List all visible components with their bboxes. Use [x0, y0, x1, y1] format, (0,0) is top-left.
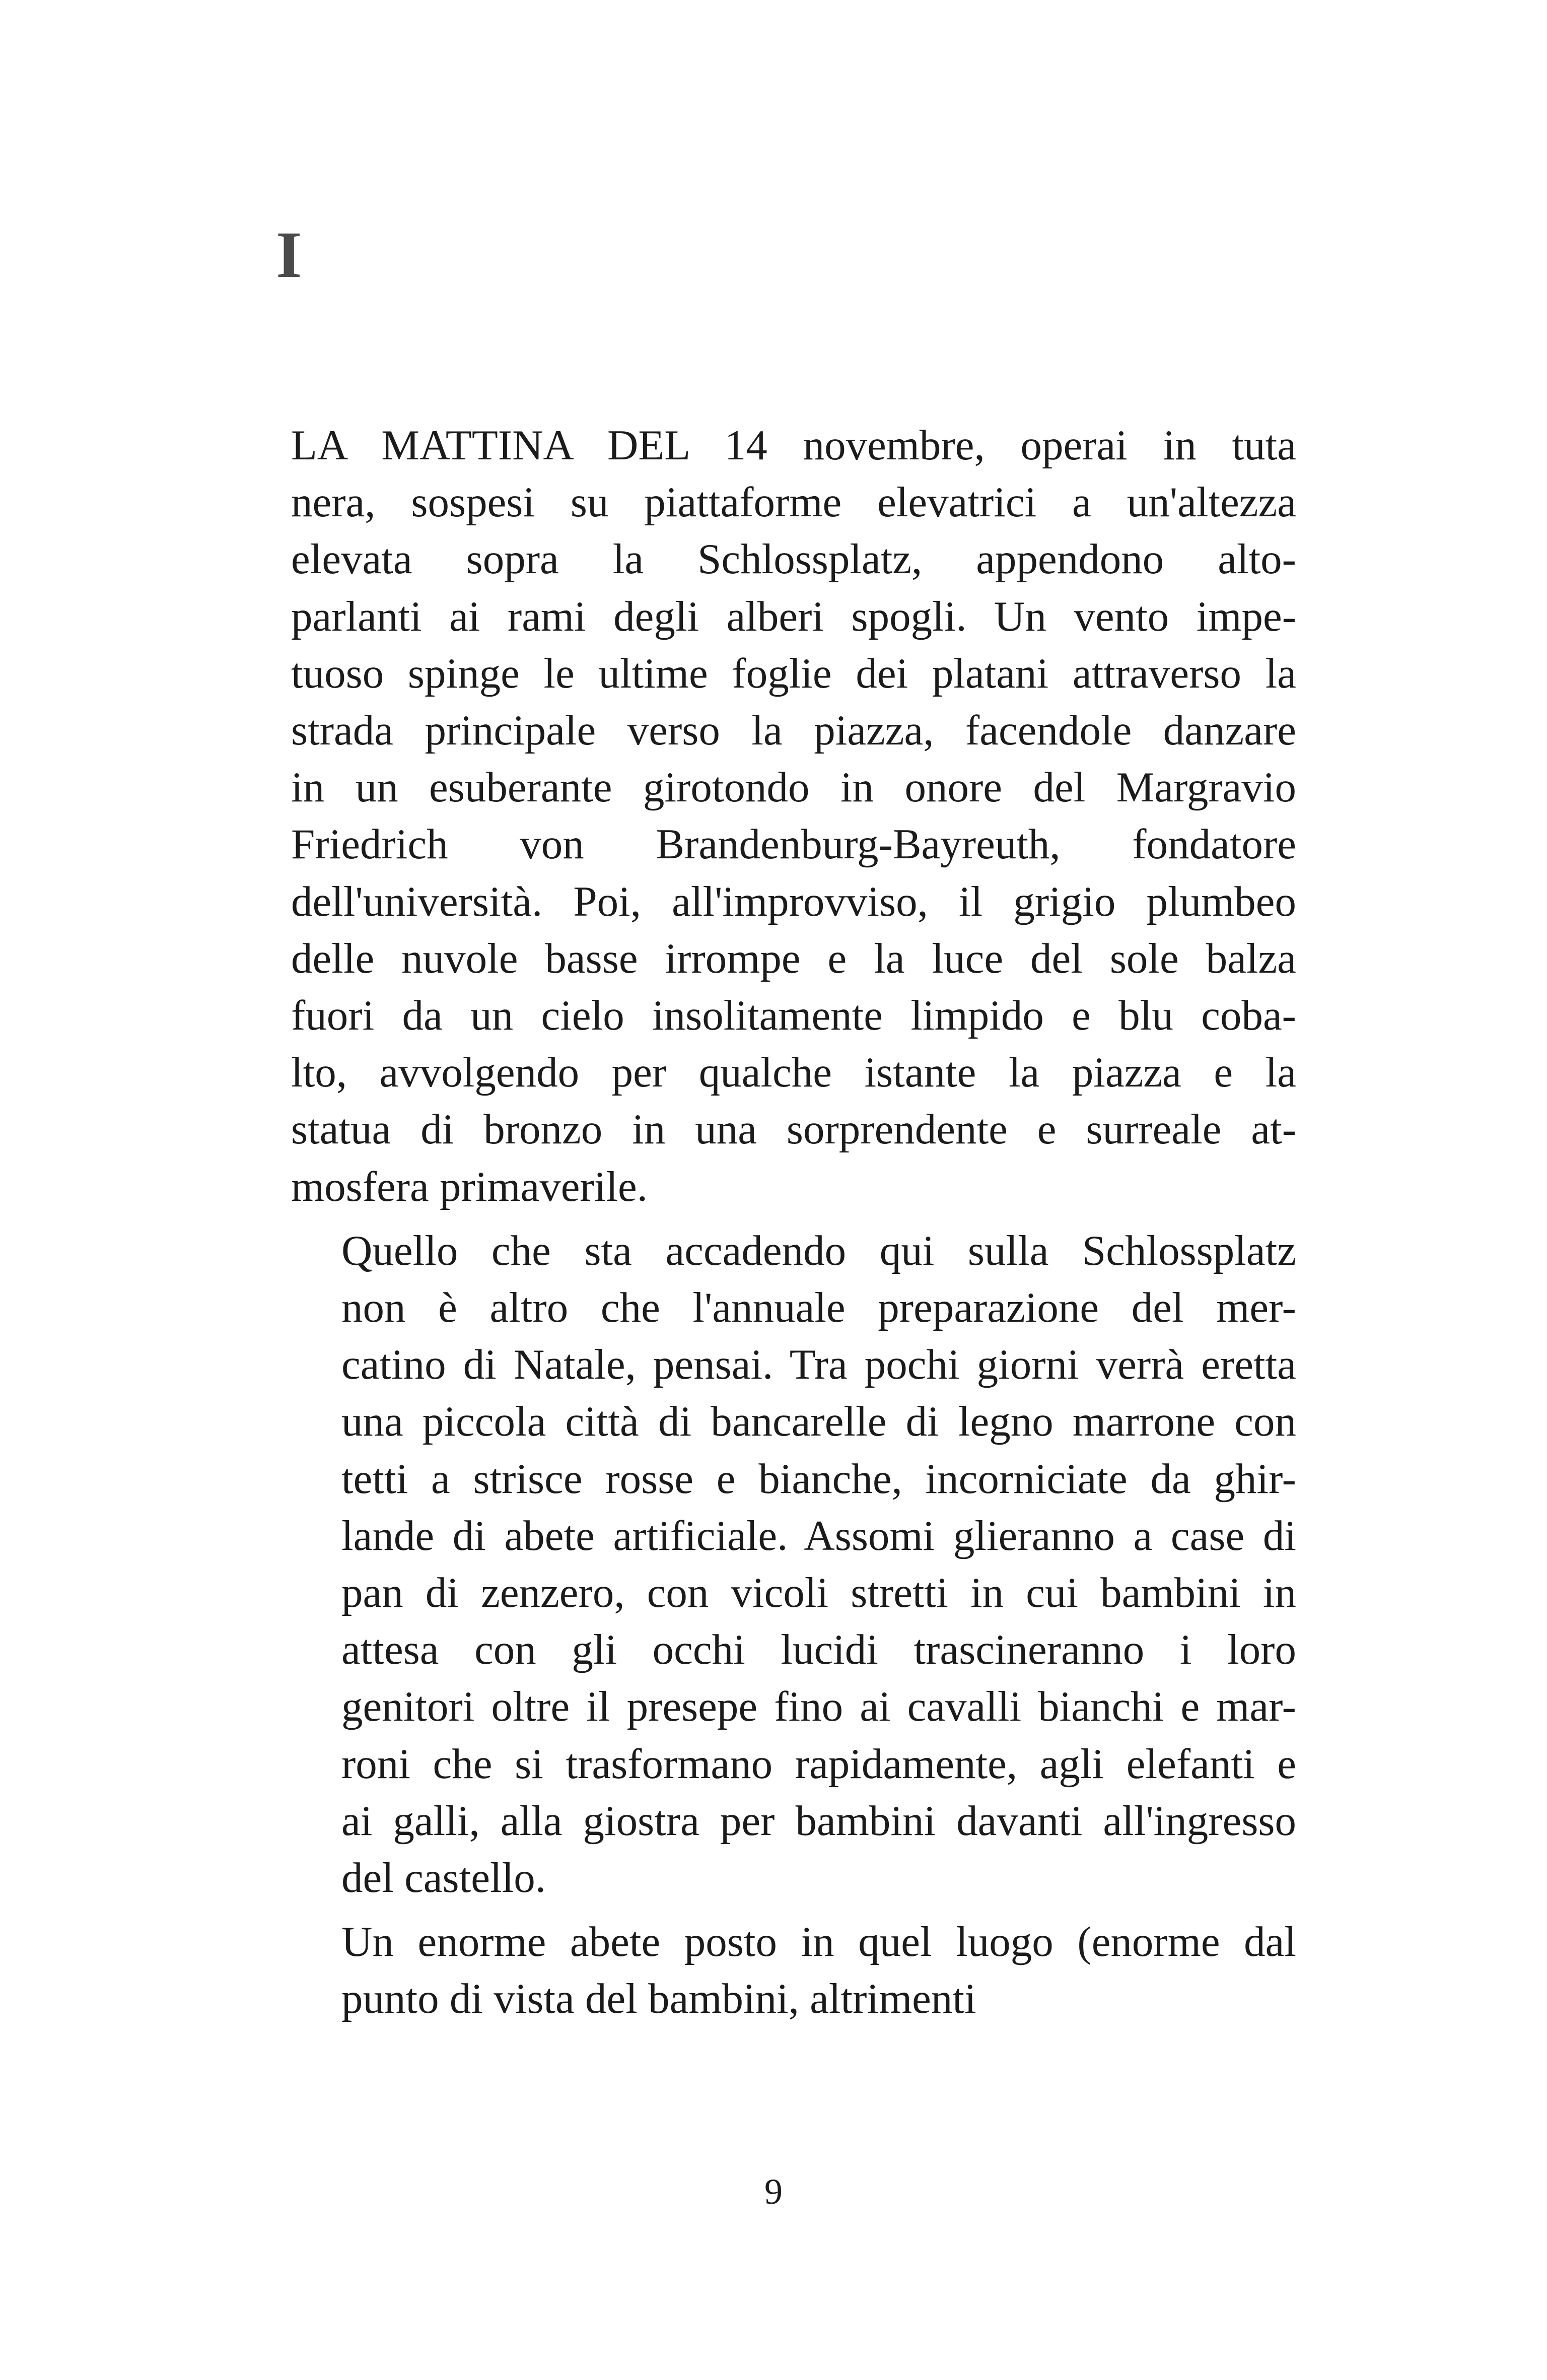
- text-line: Friedrich von Brandenburg-Bayreuth, fondatore: [291, 821, 1296, 868]
- body-text: [291, 417, 1296, 2028]
- text-line: lto, avvolgendo per qualche istante la piazza e la: [291, 1049, 1296, 1097]
- text-line: dell'università. Poi, all'improvviso, il grigio plumbeo: [291, 877, 1296, 925]
- text-line: delle nuvole basse irrompe e la luce del sole balza: [291, 934, 1296, 982]
- text-line: Quello che sta accadendo qui sulla Schlossplatz: [341, 1227, 1296, 1274]
- text-line: del castello.: [341, 1854, 546, 1902]
- chapter-number: I: [276, 218, 302, 292]
- page-number: 9: [764, 2171, 783, 2212]
- text-line: tuoso spinge le ultime foglie dei platani attraverso la: [291, 649, 1296, 697]
- text-line: LA MATTINA DEL 14 novembre, operai in tuta: [291, 422, 1296, 469]
- paragraph: [291, 1222, 1296, 1907]
- text-line: genitori oltre il presepe fino ai cavalli bianchi e mar-: [341, 1683, 1296, 1731]
- paragraph: [291, 417, 1296, 1215]
- text-line: fuori da un cielo insolitamente limpido e blu coba-: [291, 992, 1296, 1040]
- text-line: strada principale verso la piazza, facendole danzare: [291, 707, 1296, 755]
- text-line: parlanti ai rami degli alberi spogli. Un vento impe-: [291, 592, 1296, 640]
- text-line: tetti a strisce rosse e bianche, incorniciate da ghir-: [341, 1455, 1296, 1503]
- text-line: nera, sospesi su piattaforme elevatrici a un'altezza: [291, 479, 1296, 526]
- text-line: una piccola città di bancarelle di legno marrone con: [341, 1398, 1296, 1446]
- text-line: catino di Natale, pensai. Tra pochi giorni verrà eretta: [341, 1341, 1296, 1389]
- text-line: ai galli, alla giostra per bambini davanti all'ingresso: [341, 1797, 1296, 1845]
- text-line: elevata sopra la Schlossplatz, appendono alto-: [291, 535, 1296, 583]
- paragraph: [291, 1914, 1296, 2027]
- text-line: roni che si trasformano rapidamente, agli elefanti e: [341, 1740, 1296, 1788]
- text-line: non è altro che l'annuale preparazione del mer-: [341, 1284, 1296, 1332]
- text-line: pan di zenzero, con vicoli stretti in cui bambini in: [341, 1569, 1296, 1617]
- text-line: lande di abete artificiale. Assomi glieranno a case di: [341, 1512, 1296, 1559]
- text-line: statua di bronzo in una sorprendente e surreale at-: [291, 1106, 1296, 1153]
- text-line: in un esuberante girotondo in onore del Margravio: [291, 764, 1296, 811]
- text-line: Un enorme abete posto in quel luogo (enorme dal: [341, 1918, 1296, 1966]
- text-line: attesa con gli occhi lucidi trascineranno i loro: [341, 1626, 1296, 1674]
- text-line: punto di vista del bambini, altrimenti: [341, 1975, 976, 2023]
- text-line: mosfera primaverile.: [291, 1163, 648, 1210]
